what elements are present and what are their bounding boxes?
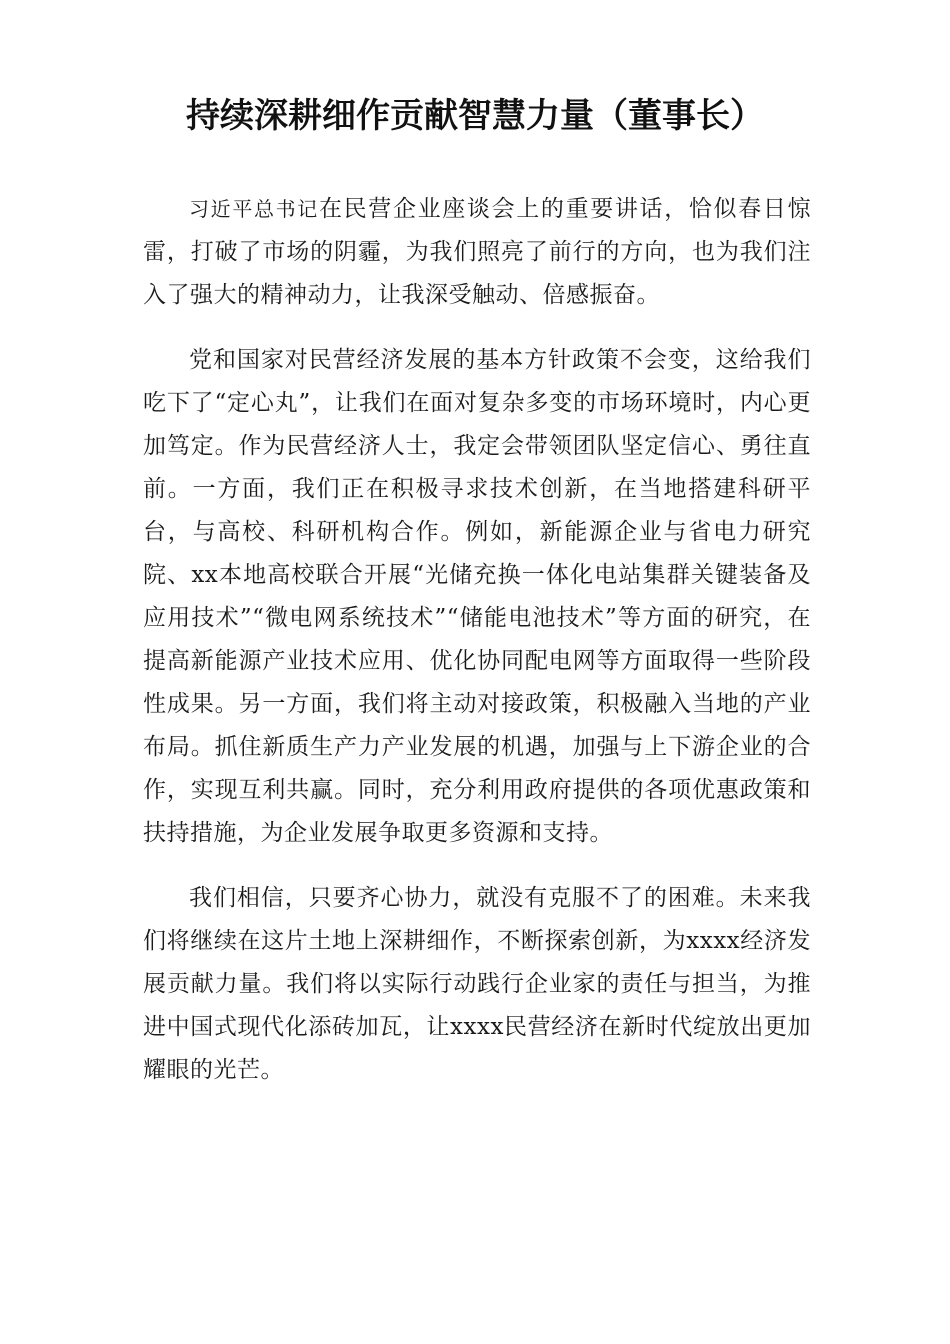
paragraph-3 — [143, 877, 811, 1092]
paragraph-lead: 习近平总书记 — [189, 197, 319, 221]
paragraph-text: 在民营企业座谈会上的重要讲话，恰似春日惊雷，打破了市场的阴霾，为我们照亮了前行的方向，也为我们注入了强大的精神动力，让我深受触动、倍感振奋。 — [143, 196, 812, 308]
document-body — [143, 188, 811, 1114]
document-title: 持续深耕细作贡献智慧力量（董事长） — [186, 96, 764, 136]
paragraph-text: 党和国家对民营经济发展的基本方针政策不会变，这给我们吃下了“定心丸”，让我们在面对复杂多变的市场环境时，内心更加笃定。作为民营经济人士，我定会带领团队坚定信心、勇往直前。一方面，我们正在积极寻求技术创新，在当地搭建科研平台，与高校、科研机构合作。例如，新能源企业与省电力研究院、xx本地高校联合开展“光储充换一体化电站集群关键装备及应用技术”“微电网系统技术”“储能电池技术”等方面的研究，在提高新能源产业技术应用、优化协同配电网等方面取得一些阶段性成果。另一方面，我们将主动对接政策，积极融入当地的产业布局。抓住新质生产力产业发展的机遇，加强与上下游企业的合作，实现互利共赢。同时，充分利用政府提供的各项优惠政策和扶持措施，为企业发展争取更多资源和支持。 — [143, 347, 811, 846]
paragraph-2 — [143, 339, 811, 855]
paragraph-1 — [143, 188, 811, 317]
paragraph-text: 我们相信，只要齐心协力，就没有克服不了的困难。未来我们将继续在这片土地上深耕细作，不断探索创新，为xxxx经济发展贡献力量。我们将以实际行动践行企业家的责任与担当，为推进中国式现代化添砖加瓦，让xxxx民营经济在新时代绽放出更加耀眼的光芒。 — [143, 885, 811, 1083]
